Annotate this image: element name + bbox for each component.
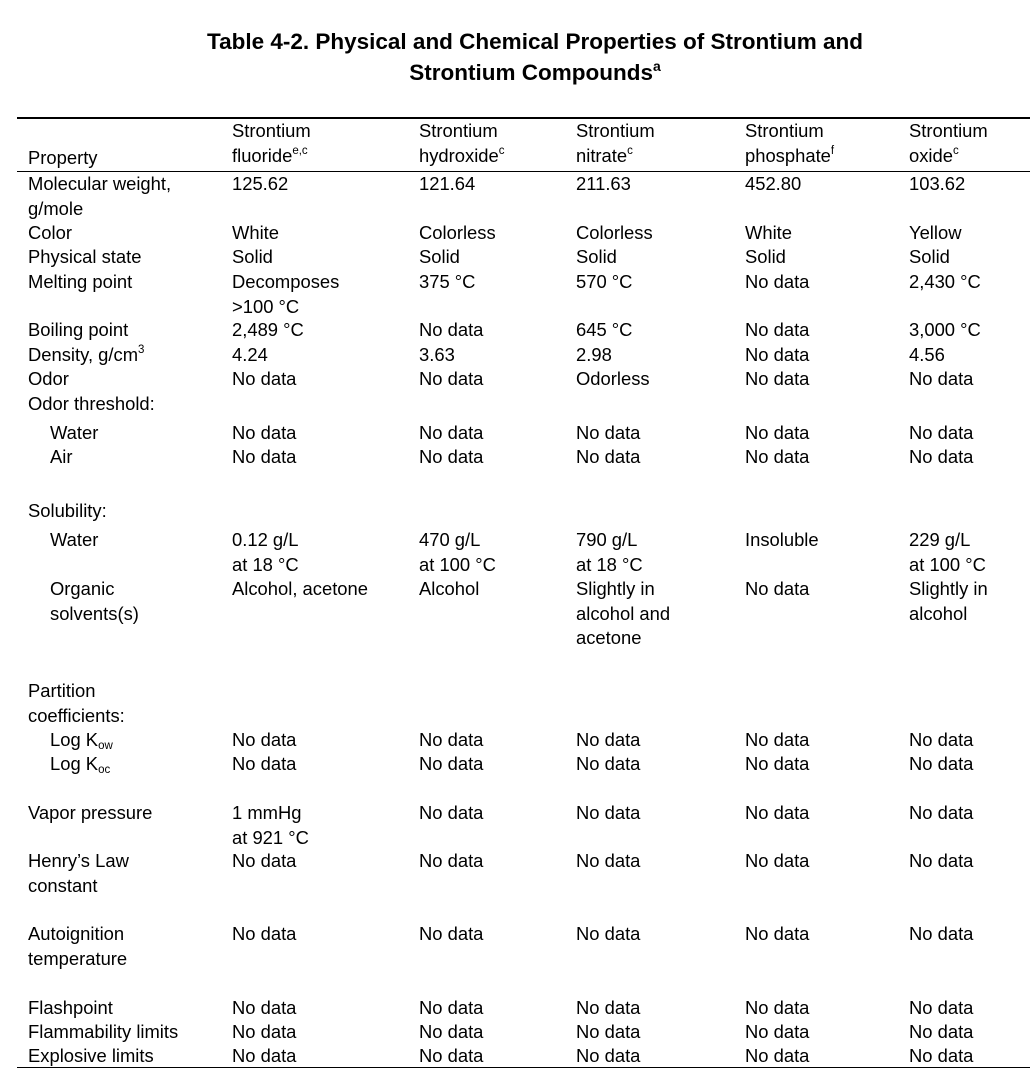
table-cell: Solid: [909, 246, 950, 267]
row-label-partition-coefficients: Partition coefficients:: [28, 680, 125, 726]
row-label-density: Density, $g/cm^3$: [28, 344, 145, 365]
table-cell: Colorless: [576, 222, 653, 243]
table-cell: 125.62: [232, 173, 289, 194]
table-cell: No data: [232, 1045, 297, 1066]
header-col-nitrate: Strontium nitrate$^c$: [576, 120, 655, 166]
table-cell: No data: [745, 319, 810, 340]
table-cell: No data: [745, 802, 810, 823]
table-cell: No data: [419, 850, 484, 871]
table-cell: No data: [576, 446, 641, 467]
row-label-solubility-water: Water: [50, 529, 99, 550]
table-cell: No data: [419, 997, 484, 1018]
row-label-color: Color: [28, 222, 72, 243]
table-cell: No data: [745, 729, 810, 750]
table-cell: No data: [909, 923, 974, 944]
title-line-2: Strontium Compounds$^a$: [409, 58, 661, 85]
table-cell: No data: [909, 997, 974, 1018]
table-cell: No data: [745, 368, 810, 389]
table-cell: 0.12 g/L at 18 °C: [232, 529, 299, 575]
table-cell: No data: [745, 1045, 810, 1066]
row-label-odor-threshold: Odor threshold:: [28, 393, 155, 414]
table-cell: No data: [576, 997, 641, 1018]
table-cell: No data: [419, 1021, 484, 1042]
table-cell: No data: [745, 422, 810, 443]
header-property: Property: [28, 147, 98, 168]
table-cell: No data: [745, 1021, 810, 1042]
row-label-boiling-point: Boiling point: [28, 319, 129, 340]
table-cell: No data: [419, 446, 484, 467]
table-cell: No data: [232, 923, 297, 944]
table-cell: No data: [232, 997, 297, 1018]
table-cell: No data: [232, 729, 297, 750]
table-cell: No data: [232, 368, 297, 389]
row-label-henrys-law: Henry’s Law constant: [28, 850, 129, 896]
table-cell: No data: [909, 1021, 974, 1042]
table-cell: 470 g/L at 100 °C: [419, 529, 496, 575]
table-cell: 375 °C: [419, 271, 476, 292]
row-label-molecular-weight: Molecular weight, g/mole: [28, 173, 172, 219]
table-cell: No data: [232, 446, 297, 467]
table-cell: Odorless: [576, 368, 650, 389]
table-cell: 103.62: [909, 173, 966, 194]
table-cell: No data: [576, 729, 641, 750]
table-cell: Colorless: [419, 222, 496, 243]
table-cell: No data: [909, 422, 974, 443]
table-cell: 229 g/L at 100 °C: [909, 529, 986, 575]
table-cell: No data: [745, 271, 810, 292]
table-cell: No data: [745, 344, 810, 365]
table-cell: 570 °C: [576, 271, 633, 292]
row-label-explosive-limits: Explosive limits: [28, 1045, 154, 1066]
table-cell: No data: [576, 923, 641, 944]
row-label-solubility: Solubility:: [28, 500, 107, 521]
table-cell: No data: [419, 368, 484, 389]
table-cell: No data: [232, 753, 297, 774]
table-cell: No data: [232, 422, 297, 443]
table-cell: No data: [909, 729, 974, 750]
row-label-vapor-pressure: Vapor pressure: [28, 802, 153, 823]
table-cell: No data: [419, 923, 484, 944]
table-cell: 645 °C: [576, 319, 633, 340]
table-cell: No data: [909, 368, 974, 389]
table-cell: White: [232, 222, 280, 243]
table-cell: Solid: [419, 246, 460, 267]
row-label-organic-solvents: Organic solvents(s): [50, 578, 139, 624]
table-cell: No data: [745, 850, 810, 871]
table-cell: Solid: [745, 246, 786, 267]
bottom-rule: [17, 1067, 1030, 1068]
table-cell: No data: [745, 578, 810, 599]
table-cell: No data: [419, 802, 484, 823]
row-label-flammability-limits: Flammability limits: [28, 1021, 179, 1042]
header-col-hydroxide: Strontium hydroxide$^c$: [419, 120, 505, 166]
table-cell: No data: [576, 753, 641, 774]
row-label-odor: Odor: [28, 368, 69, 389]
table-cell: 2.98: [576, 344, 612, 365]
table-cell: 1 mmHg at 921 °C: [232, 802, 309, 848]
table-cell: No data: [745, 923, 810, 944]
table-cell: No data: [909, 446, 974, 467]
table-cell: 3.63: [419, 344, 455, 365]
table-cell: 4.56: [909, 344, 945, 365]
title-line-1: Table 4-2. Physical and Chemical Properties of Strontium and: [207, 29, 863, 54]
table-cell: 790 g/L at 18 °C: [576, 529, 643, 575]
table-cell: No data: [419, 319, 484, 340]
table-cell: No data: [909, 850, 974, 871]
table-cell: Decomposes >100 °C: [232, 271, 340, 317]
row-label-log-kow: Log $K_{ow}$: [50, 729, 113, 752]
table-cell: Insoluble: [745, 529, 819, 550]
table-cell: No data: [232, 1021, 297, 1042]
table-cell: Slightly in alcohol: [909, 578, 988, 624]
table-cell: 2,489 °C: [232, 319, 304, 340]
header-col-oxide: Strontium oxide$^c$: [909, 120, 988, 166]
table-cell: No data: [745, 753, 810, 774]
row-label-odor-air: Air: [50, 446, 73, 467]
top-rule: [17, 117, 1030, 119]
table-cell: 452.80: [745, 173, 802, 194]
table-cell: No data: [419, 753, 484, 774]
row-label-autoignition: Autoignition temperature: [28, 923, 128, 969]
table-cell: 211.63: [576, 173, 631, 194]
table-cell: No data: [745, 446, 810, 467]
table-cell: 2,430 °C: [909, 271, 981, 292]
table-cell: Solid: [232, 246, 273, 267]
table-cell: No data: [909, 1045, 974, 1066]
row-label-log-koc: Log $K_{oc}$: [50, 753, 111, 776]
table-cell: No data: [419, 422, 484, 443]
table-cell: No data: [576, 1021, 641, 1042]
table-cell: No data: [745, 997, 810, 1018]
table-cell: No data: [576, 1045, 641, 1066]
table-cell: No data: [909, 802, 974, 823]
header-col-fluoride: Strontium fluoride$^{e,c}$: [232, 120, 311, 166]
row-label-melting-point: Melting point: [28, 271, 133, 292]
table-cell: 3,000 °C: [909, 319, 981, 340]
table-cell: White: [745, 222, 793, 243]
table-cell: No data: [576, 422, 641, 443]
table-cell: Solid: [576, 246, 617, 267]
table-title: [0, 26, 1030, 88]
title-footnote-a: a: [652, 58, 661, 74]
row-label-physical-state: Physical state: [28, 246, 142, 267]
table-cell: No data: [419, 729, 484, 750]
table-cell: Slightly in alcohol and acetone: [576, 578, 671, 648]
row-label-odor-water: Water: [50, 422, 99, 443]
table-cell: Yellow: [909, 222, 962, 243]
table-cell: No data: [232, 850, 297, 871]
table-cell: No data: [576, 850, 641, 871]
table-cell: 121.64: [419, 173, 476, 194]
table-cell: Alcohol, acetone: [232, 578, 368, 599]
row-label-flashpoint: Flashpoint: [28, 997, 113, 1018]
table-cell: No data: [419, 1045, 484, 1066]
table-cell: 4.24: [232, 344, 268, 365]
table-cell: No data: [576, 802, 641, 823]
table-cell: No data: [909, 753, 974, 774]
header-col-phosphate: Strontium phosphate$^f$: [745, 120, 835, 166]
table-cell: Alcohol: [419, 578, 480, 599]
